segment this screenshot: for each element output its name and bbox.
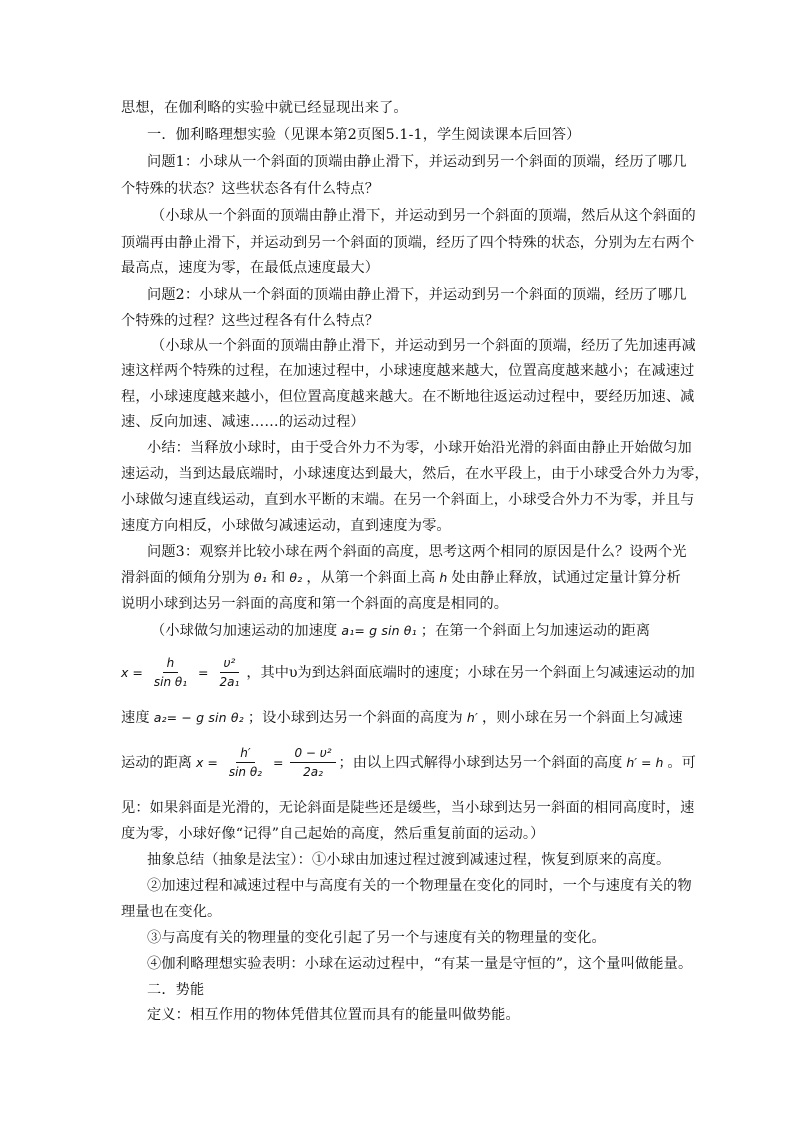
question-3: 问题3：观察并比较小球在两个斜面的高度，思考这两个相同的原因是什么？设两个光: [147, 544, 687, 560]
fraction: $\frac{\text{0 − υ²}}{\text{2a₂}}$: [290, 745, 335, 780]
answer-2: （小球从一个斜面的顶端由静止滑下，并运动到另一个斜面的顶端，经历了先加速再减: [151, 338, 696, 354]
paragraph-line: 思想，在伽利略的实验中就已经显现出来了。: [121, 100, 408, 116]
paragraph-line: 理量也在变化。: [121, 904, 222, 920]
abstract-summary: 抽象总结（抽象是法宝）：①小球由加速过程过渡到减速过程，恢复到原来的高度。: [147, 852, 671, 868]
paragraph-line: 速度 a₂= − g sin θ₂ ；设小球到达另一个斜面的高度为 h′ ，则小球在另一个斜面上匀减速: [121, 710, 683, 726]
math-theta2: θ₂: [289, 570, 303, 585]
math-h: h: [439, 570, 448, 585]
paragraph-line: 速、反向加速、减速……的运动过程）: [121, 414, 365, 430]
fraction: $\frac{h'}{\text{sin θ₂}}$: [228, 745, 262, 779]
point-2: ②加速过程和减速过程中与高度有关的一个物理量在变化的同时，一个与速度有关的物: [147, 878, 692, 894]
math-theta1: θ₁: [254, 570, 268, 585]
fraction: $\frac{\text{υ²}}{\text{2a₁}}$: [219, 655, 240, 689]
paragraph-line: 速这样两个特殊的过程，在加速过程中，小球速度越来越大，位置高度越来越小；在减速过: [121, 363, 695, 379]
paragraph-line: 程，小球速度越来越小，但位置高度越来越大。在不断地往返运动过程中，要经历加速、减: [121, 389, 695, 405]
section-heading: 二．势能: [147, 982, 205, 998]
fraction: $\frac{h}{\text{sin θ₁}}$: [153, 655, 188, 689]
paragraph-line: 个特殊的状态？这些状态各有什么特点？: [121, 181, 380, 197]
paragraph-line: 度为零，小球好像“记得”自己起始的高度，然后重复前面的运动。）: [121, 826, 545, 842]
section-heading: 一．伽利略理想实验（见课本第2页图5.1-1，学生阅读课本后回答）: [147, 127, 581, 143]
equation-line-1: x = $\frac{h}{\text{sin θ₁}}$ = $\frac{\text{υ²}}{\text{2a₁}}$ ，其中υ为到达斜面底端时的速度；小球在另一个斜面上匀减速运动的加: [121, 655, 695, 689]
question-2: 问题2：小球从一个斜面的顶端由静止滑下，并运动到另一个斜面的顶端，经历了哪几: [147, 287, 687, 303]
paragraph-line: 滑斜面的倾角分别为 θ₁ 和 θ₂ ，从第一个斜面上高 h 处由静止释放，试通过定量计算分析: [121, 570, 681, 586]
paragraph-line: 最高点，速度为零，在最低点速度最大）: [121, 260, 380, 276]
paragraph-line: 小球做匀速直线运动，直到水平断的末端。在另一个斜面上，小球受合外力不为零，并且与: [121, 492, 695, 508]
equation-line-2: 运动的距离 x = $\frac{h'}{\text{sin θ₂}}$ = $\frac{\text{0 − υ²}}{\text{2a₂}}$ ；由以上四式解得小球到达另一个斜面的高度 h′ = h 。可: [121, 745, 696, 779]
question-1: 问题1：小球从一个斜面的顶端由静止滑下，并运动到另一个斜面的顶端，经历了哪几: [147, 154, 687, 170]
paragraph-line: 顶端再由静止滑下，并运动到另一个斜面的顶端，经历了四个特殊的状态，分别为左右两个: [121, 235, 695, 251]
definition: 定义：相互作用的物体凭借其位置而具有的能量叫做势能。: [147, 1007, 520, 1023]
summary: 小结：当释放小球时，由于受合外力不为零，小球开始沿光滑的斜面由静止开始做匀加: [147, 440, 692, 456]
point-3: ③与高度有关的物理量的变化引起了另一个与速度有关的物理量的变化。: [147, 930, 606, 946]
paragraph-line: 见：如果斜面是光滑的，无论斜面是陡些还是缓些，当小球到达另一斜面的相同高度时，速: [121, 800, 695, 816]
math-hprime: h′: [466, 710, 478, 725]
math-a2: a₂= − g sin θ₂: [153, 710, 244, 725]
answer-3: （小球做匀加速运动的加速度 a₁= g sin θ₁ ；在第一个斜面上匀加速运动的距离: [151, 623, 651, 639]
paragraph-line: 速度方向相反，小球做匀减速运动，直到速度为零。: [121, 518, 451, 534]
paragraph-line: 说明小球到达另一斜面的高度和第一个斜面的高度是相同的。: [121, 596, 509, 612]
math-result: h′ = h: [626, 754, 664, 770]
point-4: ④伽利略理想实验表明：小球在运动过程中，“有某一量是守恒的”，这个量叫做能量。: [147, 956, 693, 972]
answer-1: （小球从一个斜面的顶端由静止滑下，并运动到另一个斜面的顶端，然后从这个斜面的: [151, 208, 696, 224]
paragraph-line: 速运动，当到达最底端时，小球速度达到最大，然后，在水平段上，由于小球受合外力为零，: [121, 466, 709, 482]
paragraph-line: 个特殊的过程？这些过程各有什么特点？: [121, 313, 380, 329]
math-a1: a₁= g sin θ₁: [341, 623, 417, 638]
